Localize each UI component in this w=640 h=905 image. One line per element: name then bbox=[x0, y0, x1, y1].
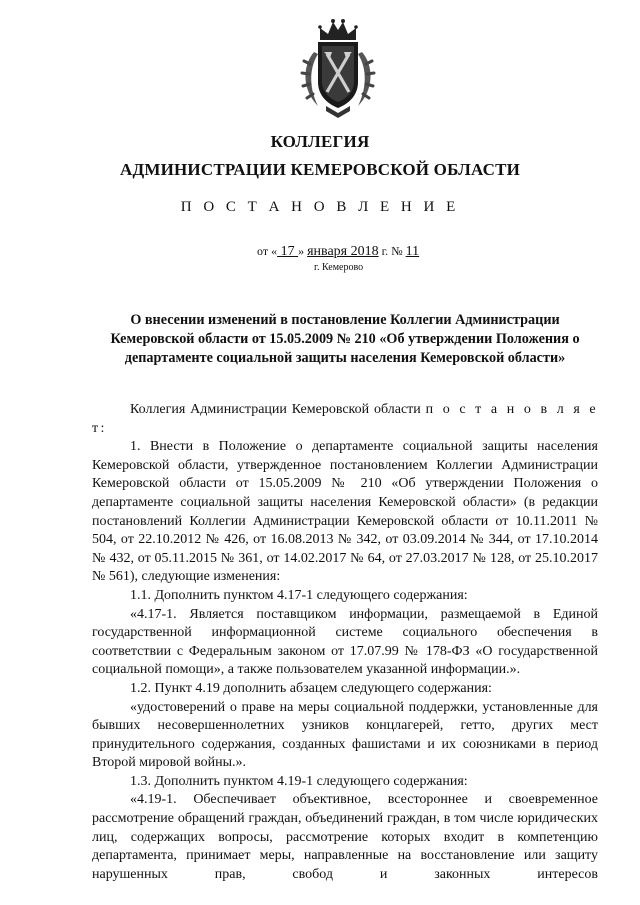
paragraph-1-3: 1.3. Дополнить пунктом 4.19-1 следующего содержания: bbox=[130, 773, 468, 789]
coat-of-arms-emblem bbox=[296, 14, 380, 118]
quote-4-19-1: «4.19-1. Обеспечивает объективное, всестороннее и своевременное рассмотрение обращений граждан, объединений граждан, в том числе юридических лиц, содержащих вопросы, рассмотрение которых входит в компетенцию департамента, принимает меры, направленные на восстановление или защиту нарушенных прав, свобод и законных интересов bbox=[92, 792, 598, 882]
city: г. Кемерово bbox=[314, 262, 364, 273]
paragraph-1-2: 1.2. Пункт 4.19 дополнить абзацем следующего содержания: bbox=[130, 680, 492, 696]
quote-4-17-1: «4.17-1. Является поставщиком информации, размещаемой в Единой государственной информационной системе социального обеспечения в соответствии с Федеральным законом от 17.07.99 № 178-ФЗ «О государственной социальной помощи», а также пользователем указанной информации.». bbox=[92, 606, 598, 678]
document-number: 11 bbox=[405, 244, 420, 259]
org-name-line1: КОЛЛЕГИЯ bbox=[270, 132, 370, 151]
date-day: 17 bbox=[280, 244, 295, 259]
paragraph-1: 1. Внести в Положение о департаменте социальной защиты населения Кемеровской области, утвержденное постановлением Коллегии Администрации Кемеровской области от 15.05.2009 № 210 «Об утверждении Положения о департаменте социальной защиты населения Кемеровской области» (в редакции постановлений Коллегии Администрации Кемеровской области от 10.11.2011 № 504, от 22.10.2012 № 426, от 16.08.2013 № 342, от 03.09.2014 № 344, от 17.10.2014 № 432, от 05.11.2015 № 361, от 14.02.2017 № 64, от 27.03.2017 № 128, от 25.10.2017 № 561), следующие изменения: bbox=[92, 439, 598, 585]
intro-decree-word: п о с т а н о в л я е т: bbox=[92, 402, 598, 436]
date-month-year: января 2018 bbox=[307, 244, 379, 259]
intro-text: Коллегия Администрации Кемеровской области bbox=[130, 402, 421, 417]
intro-paragraph bbox=[92, 401, 598, 438]
date-prefix: от « bbox=[257, 244, 278, 258]
date-suffix: г. bbox=[381, 244, 389, 258]
quote-4-19: «удостоверений о праве на меры социальной поддержки, установленные для бывших несовершеннолетних узников концлагерей, гетто, других мест принудительного содержания, созданных фашистами и их союзниками в период Второй мировой войны.». bbox=[92, 699, 598, 771]
number-label: № bbox=[391, 244, 403, 258]
document-body bbox=[92, 401, 598, 884]
document-type: П О С Т А Н О В Л Е Н И Е bbox=[180, 199, 460, 215]
document-title: О внесении изменений в постановление Коллегии Администрации Кемеровской области от 15.05.2009 № 210 «Об утверждении Положения о департаменте социальной защиты населения Кемеровской области» bbox=[110, 312, 580, 366]
paragraph-1-1: 1.1. Дополнить пунктом 4.17-1 следующего содержания: bbox=[130, 587, 468, 603]
date-number-line bbox=[257, 244, 419, 260]
date-sep: » bbox=[298, 244, 305, 258]
org-name-line2: АДМИНИСТРАЦИИ КЕМЕРОВСКОЙ ОБЛАСТИ bbox=[119, 160, 521, 179]
